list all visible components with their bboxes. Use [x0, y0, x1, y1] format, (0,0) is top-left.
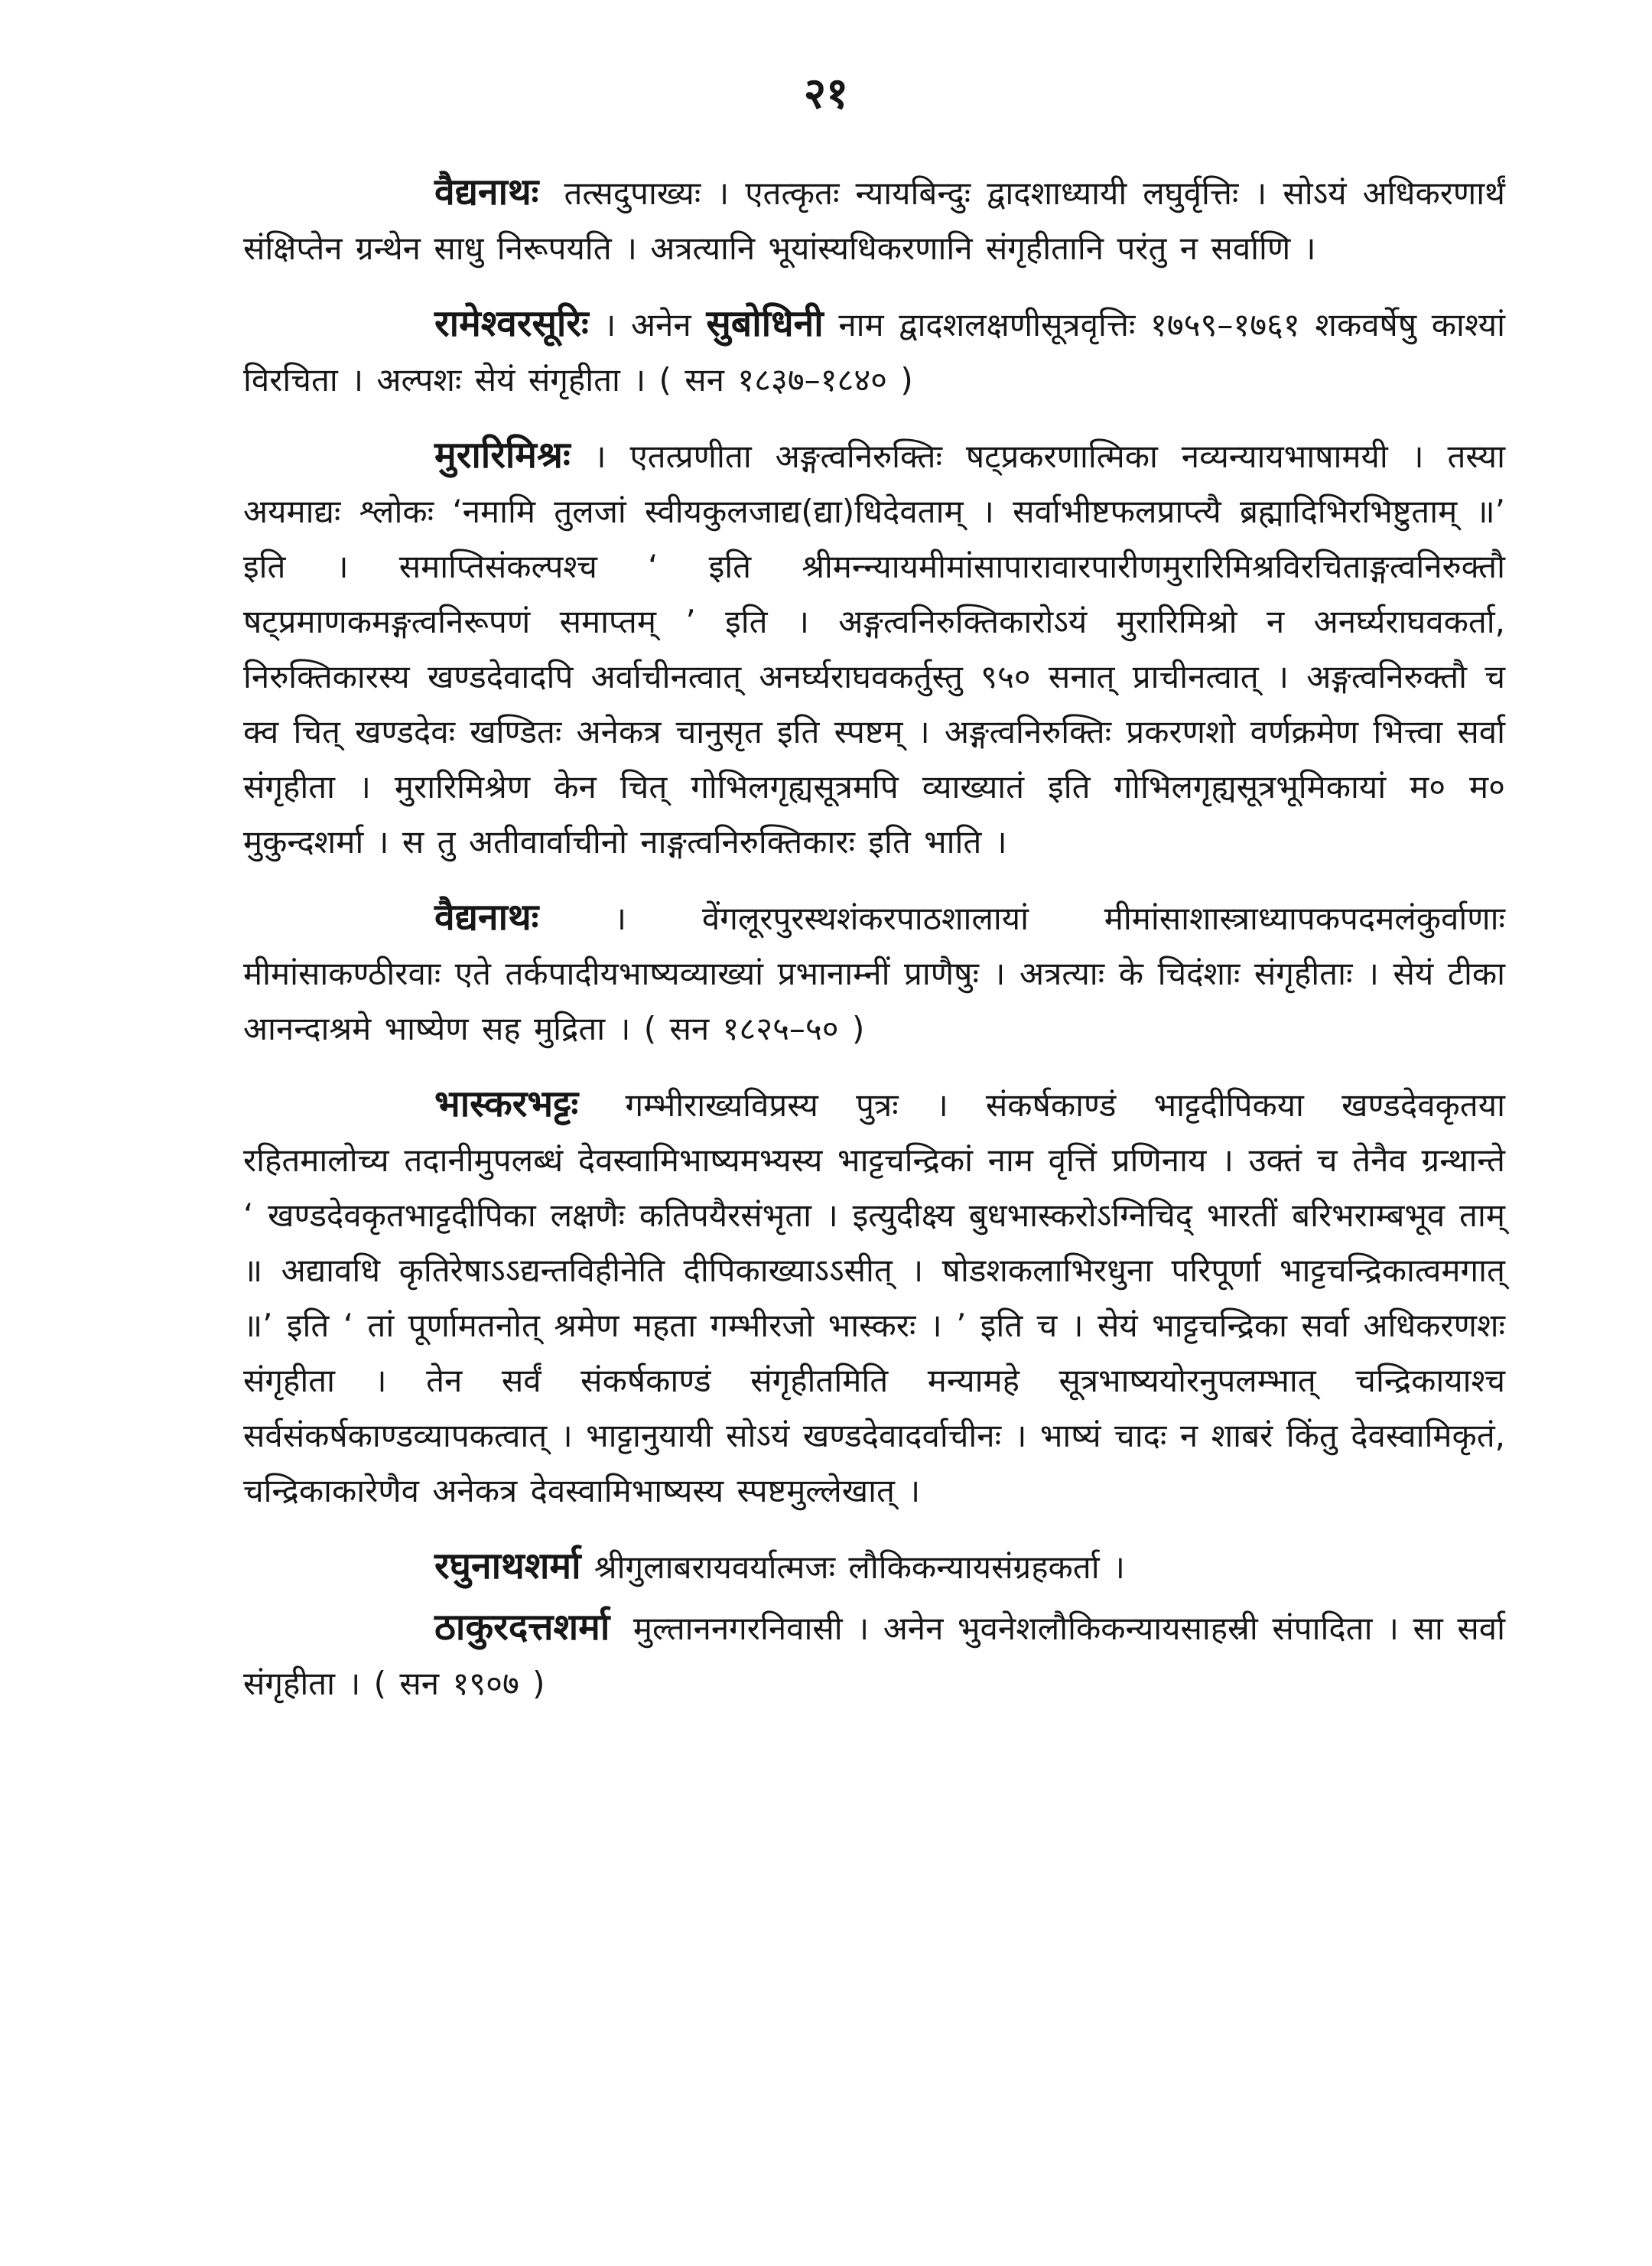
entry-rameshvarasuri — [243, 296, 1505, 408]
entry-raghunathasharma — [243, 1538, 1505, 1595]
entry-heading: वैद्यनाथः — [434, 171, 539, 213]
entry-text: श्रीगुलाबरायवर्यात्मजः लौकिकन्यायसंग्रहकर्ता । — [593, 1548, 1125, 1586]
entry-heading: मुरारिमिश्रः — [434, 434, 571, 477]
entry-heading: वैद्यनाथः — [434, 896, 539, 939]
entry-vaidyanatha-2 — [243, 890, 1505, 1056]
entry-heading: रघुनाथशर्मा — [434, 1545, 581, 1587]
entry-murarimishra — [243, 428, 1505, 870]
entry-emphasis-title: सुबोधिनी — [706, 302, 824, 345]
entry-text-before: । अनेन — [603, 306, 691, 343]
entry-text: गम्भीराख्यविप्रस्य पुत्रः । संकर्षकाण्डं भाट्टदीपिकया खण्डदेवकृतया रहितमालोच्य तदानीमुपलब्धं देवस्वामिभाष्यमभ्यस्य भाट्टचन्द्रिकां नाम वृत्तिं प्रणिनाय । उक्तं च तेनैव ग्रन्थान्ते ‘ खण्डदेवकृतभाट्टदीपिका लक्षणैः कतिपयैरसंभृता । इत्युदीक्ष्य बुधभास्करोऽग्निचिद् भारतीं बरिभराम्बभूव ताम् ॥ अद्यावधि कृतिरेषाऽऽद्यन्तविहीनेति दीपिकाख्याऽऽसीत् । षोडशकलाभिरधुना परिपूर्णा भाट्टचन्द्रिकात्वमगात् ॥’ इति ‘ तां पूर्णामतनोत् श्रमेण महता गम्भीरजो भास्करः । ’ इति च । सेयं भाट्टचन्द्रिका सर्वा अधिकरणशः संगृहीता । तेन सर्वं संकर्षकाण्डं संगृहीतमिति मन्यामहे सूत्रभाष्ययोरनुपलम्भात् चन्द्रिकायाश्च सर्वसंकर्षकाण्डव्यापकत्वात् । भाट्टानुयायी सोऽयं खण्डदेवादर्वाचीनः । भाष्यं चादः न शाबरं किंतु देवस्वामिकृतं, चन्द्रिकाकारेणैव अनेकत्र देवस्वामिभाष्यस्य स्पष्टमुल्लेखात् । — [243, 1086, 1505, 1509]
page-body — [243, 164, 1505, 1731]
entry-text: । वेंगलूरपुरस्थशंकरपाठशालायां मीमांसाशास्त्राध्यापकपदमलंकुर्वाणाः मीमांसाकण्ठीरवाः एते तर्कपादीयभाष्यव्याख्यां प्रभानाम्नीं प्राणैषुः । अत्रत्याः के चिदंशाः संगृहीताः । सेयं टीका आनन्दाश्रमे भाष्येण सह मुद्रिता । ( सन १८२५–५० ) — [243, 900, 1505, 1047]
entry-heading: भास्करभट्टः — [434, 1083, 579, 1125]
entry-text: मुल्ताननगरनिवासी । अनेन भुवनेशलौकिकन्यायसाहस्री संपादिता । सा सर्वा संगृहीता । ( सन १९०७ ) — [243, 1610, 1505, 1702]
entry-thakuradattasharma — [243, 1600, 1505, 1711]
entry-heading: ठाकुरदत्तशर्मा — [434, 1606, 610, 1649]
entry-vaidyanatha-1 — [243, 164, 1505, 276]
entry-text: तत्सदुपाख्यः । एतत्कृतः न्यायबिन्दुः द्वादशाध्यायी लघुर्वृत्तिः । सोऽयं अधिकरणार्थं संक्षिप्तेन ग्रन्थेन साधु निरूपयति । अत्रत्यानि भूयांस्यधिकरणानि संगृहीतानि परंतु न सर्वाणि । — [243, 174, 1505, 267]
entry-bhaskarabhatta — [243, 1076, 1505, 1519]
entry-heading: रामेश्वरसूरिः — [434, 302, 589, 345]
entry-text-after: नाम द्वादशलक्षणीसूत्रवृत्तिः १७५९–१७६१ शकवर्षेषु काश्यां विरचिता । अल्पशः सेयं संगृहीता । ( सन १८३७–१८४० ) — [243, 306, 1505, 399]
page-number: २१ — [803, 69, 849, 119]
entry-text: । एतत्प्रणीता अङ्गत्वनिरुक्तिः षट्प्रकरणात्मिका नव्यन्यायभाषामयी । तस्या अयमाद्यः श्लोकः ‘नमामि तुलजां स्वीयकुलजाद्य(द्या)धिदेवताम् । सर्वाभीष्टफलप्राप्त्यै ब्रह्मादिभिरभिष्टुताम् ॥’ इति । समाप्तिसंकल्पश्च ‘ इति श्रीमन्न्यायमीमांसापारावारपारीणमुरारिमिश्रविरचिताङ्गत्वनिरुक्तौ षट्प्रमाणकमङ्गत्वनिरूपणं समाप्तम् ’ इति । अङ्गत्वनिरुक्तिकारोऽयं मुरारिमिश्रो न अनर्घ्यराघवकर्ता, निरुक्तिकारस्य खण्डदेवादपि अर्वाचीनत्वात् अनर्घ्यराघवकर्तुस्तु ९५० सनात् प्राचीनत्वात् । अङ्गत्वनिरुक्तौ च क्व चित् खण्डदेवः खण्डितः अनेकत्र चानुसृत इति स्पष्टम् । अङ्गत्वनिरुक्तिः प्रकरणशो वर्णक्रमेण भित्त्वा सर्वा संगृहीता । मुरारिमिश्रेण केन चित् गोभिलगृह्यसूत्रमपि व्याख्यातं इति गोभिलगृह्यसूत्रभूमिकायां म० म० मुकुन्दशर्मा । स तु अतीवार्वाचीनो नाङ्गत्वनिरुक्तिकारः इति भाति । — [243, 438, 1505, 861]
